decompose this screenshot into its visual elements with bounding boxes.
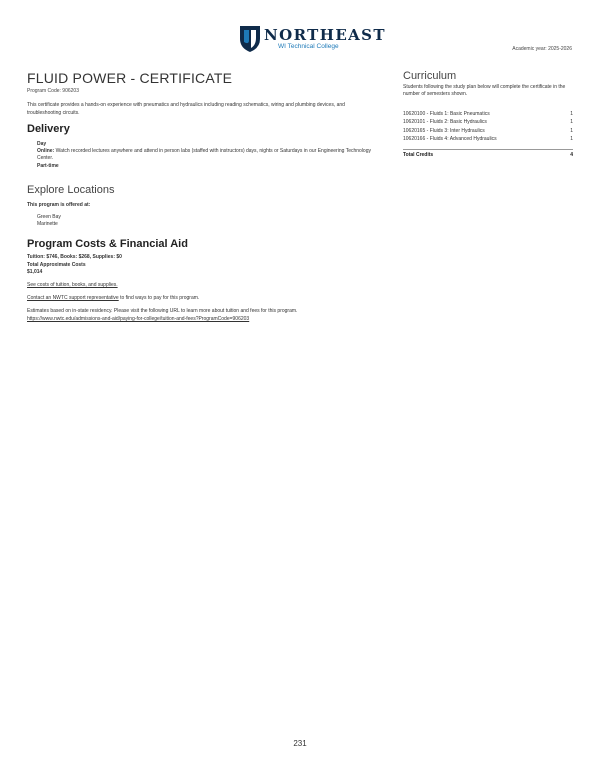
locations-heading: Explore Locations	[27, 183, 115, 196]
course-name: 10620166 - Fluids 4: Advanced Hydraulics	[403, 135, 497, 142]
tuition-url-link[interactable]: https://www.nwtc.edu/admissions-and-aid/paying-for-college/tuition-and-fees?ProgramCode=906203	[27, 315, 250, 322]
total-cost-label: Total Approximate Costs	[27, 261, 86, 268]
total-credits-label: Total Credits	[403, 152, 434, 159]
curriculum-description: Students following the study plan below will complete the certificate in the number of semesters shown.	[403, 84, 566, 97]
course-row	[403, 135, 573, 143]
logo-subtitle: WI Technical College	[278, 43, 339, 50]
page-title: FLUID POWER - CERTIFICATE	[27, 70, 233, 86]
cost-breakdown: Tuition: $746, Books: $268, Supplies: $0	[27, 254, 122, 261]
shield-logo-icon	[239, 25, 261, 53]
academic-year: Academic year: 2025-2026	[512, 46, 572, 52]
delivery-day: Day	[37, 141, 47, 147]
delivery-details	[37, 141, 372, 170]
course-credits: 1	[570, 127, 573, 134]
program-code: Program Code: 906203	[27, 88, 79, 94]
tuition-url-row	[27, 316, 372, 323]
delivery-part-time: Part-time	[37, 162, 59, 169]
delivery-heading: Delivery	[27, 123, 70, 135]
course-row	[403, 127, 573, 135]
course-name: 10620165 - Fluids 3: Inter Hydraulics	[403, 127, 485, 134]
course-name: 10620101 - Fluids 2: Basic Hydraulics	[403, 119, 487, 126]
course-credits: 1	[570, 135, 573, 142]
course-row	[403, 118, 573, 126]
estimate-note: Estimates based on in-state residency. Please visit the following URL to learn more about tuition and fees for this program.	[27, 308, 298, 315]
course-list	[403, 110, 573, 143]
course-row	[403, 110, 573, 118]
program-description: This certificate provides a hands-on experience with pneumatics and hydraulics including reading schematics, wiring and plumbing devices, and troubleshooting circuits.	[27, 102, 345, 116]
logo-name: NORTHEAST	[264, 26, 386, 44]
costs-heading: Program Costs & Financial Aid	[27, 238, 188, 251]
see-costs-link[interactable]: See costs of tuition, books, and supplies.	[27, 282, 118, 289]
total-cost-value: $1,014	[27, 268, 43, 275]
course-credits: 1	[570, 119, 573, 126]
location-item: Marinette	[37, 221, 58, 228]
course-credits: 1	[570, 111, 573, 117]
see-costs-row	[27, 282, 372, 289]
main-column	[27, 70, 372, 323]
contact-row	[27, 295, 372, 302]
page-number: 231	[293, 739, 307, 748]
total-credits-row	[403, 149, 573, 160]
online-label: Online:	[37, 148, 55, 155]
offered-at-label: This program is offered at:	[27, 201, 91, 208]
curriculum-heading: Curriculum	[403, 70, 457, 82]
locations-list	[37, 214, 372, 228]
course-name: 10620100 - Fluids 1: Basic Pneumatics	[403, 111, 490, 117]
total-credits-value: 4	[570, 152, 573, 159]
online-text: Watch recorded lectures anywhere and attend in person labs (staffed with instructors) days, nights or Saturdays in our Engineering Technology Center.	[37, 148, 371, 162]
contact-rest-text: to find ways to pay for this program.	[118, 295, 200, 302]
page-header	[0, 0, 600, 60]
cost-summary	[27, 254, 372, 276]
delivery-online	[37, 148, 372, 162]
location-item: Green Bay	[37, 214, 61, 221]
curriculum-sidebar	[403, 70, 573, 160]
college-logo	[239, 25, 386, 57]
contact-support-link[interactable]: Contact an NWTC support representative	[27, 295, 119, 302]
